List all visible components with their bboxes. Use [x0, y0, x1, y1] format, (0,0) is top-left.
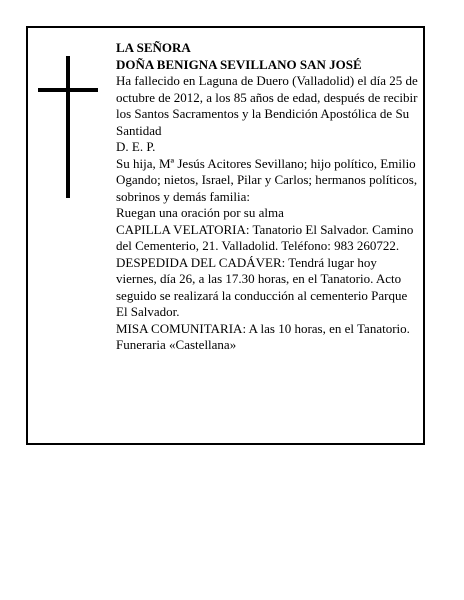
prayer-request: Ruegan una oración por su alma — [116, 205, 284, 220]
notice-text — [116, 40, 419, 354]
cross-horizontal-bar — [38, 88, 98, 92]
dep-line: D. E. P. — [116, 139, 156, 154]
farewell-info: DESPEDIDA DEL CADÁVER: Tendrá lugar hoy viernes, día 26, a las 17.30 horas, en el Tanatorio. Acto seguido se realizará la conducción al cementerio Parque El Salvador. — [116, 254, 408, 319]
death-announcement: Ha fallecido en Laguna de Duero (Valladolid) el día 25 de octubre de 2012, a los 85 años de edad, después de recibir los Santos Sacramentos y la Bendición Apostólica de Su Santidad — [116, 73, 418, 138]
cross-icon — [38, 56, 98, 198]
notice-title: LA SEÑORA — [116, 40, 191, 55]
chapel-info: CAPILLA VELATORIA: Tanatorio El Salvador. Camino del Cementerio, 21. Valladolid. Teléfono: 983 260722. — [116, 221, 414, 253]
funeral-home: Funeraria «Castellana» — [116, 337, 237, 352]
cross-vertical-bar — [66, 56, 70, 198]
family-list: Su hija, Mª Jesús Acitores Sevillano; hijo político, Emilio Ogando; nietos, Israel, Pilar y Carlos; hermanos políticos, sobrinos y demás familia: — [116, 155, 418, 204]
mass-info: MISA COMUNITARIA: A las 10 horas, en el Tanatorio. — [116, 320, 410, 336]
deceased-name: DOÑA BENIGNA SEVILLANO SAN JOSÉ — [116, 56, 362, 72]
obituary-notice — [26, 26, 425, 445]
